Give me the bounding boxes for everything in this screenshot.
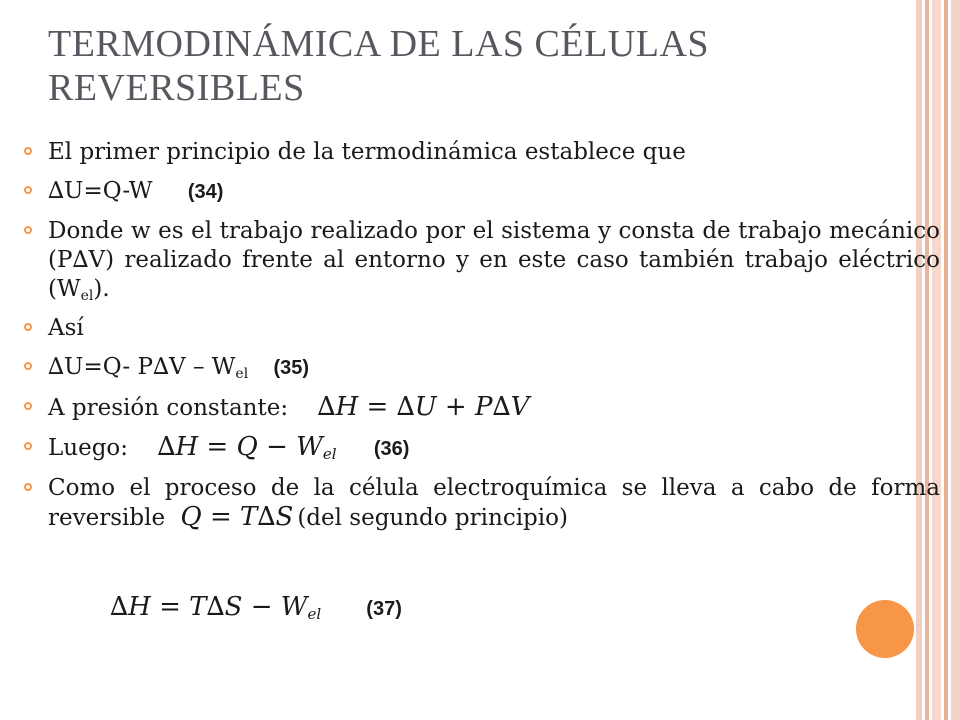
decorative-orange-circle	[856, 600, 914, 658]
entropy-heat-formula: Q = T∆S	[180, 502, 294, 532]
bullet-equation-34	[22, 177, 940, 207]
equation-34-number: (34)	[187, 181, 224, 203]
bullet-icon	[24, 147, 32, 155]
bullet-list	[22, 138, 940, 543]
bullet-icon	[24, 186, 32, 194]
equation-37	[110, 592, 402, 622]
enthalpy-formula: ∆H = ∆U + P∆V	[317, 392, 530, 422]
equation-35-formula: ∆U=Q- P∆V – W	[48, 354, 236, 380]
equation-35-number: (35)	[273, 357, 310, 379]
title-line-2: REVERSIBLES	[48, 67, 305, 109]
bullet-luego: Luego: $\Delta H = Q - W_{el}$ (36)	[22, 433, 940, 464]
bullet-asi: Así	[22, 314, 940, 343]
bullet-icon	[24, 442, 32, 450]
equation-37-number: (37)	[366, 598, 402, 620]
bullet-constant-pressure: A presión constante: ∆H = ∆U + P∆V	[22, 393, 940, 423]
title-line-1: TERMODINÁMICA DE LAS CÉLULAS	[48, 23, 710, 65]
equation-34-formula: ∆U=Q-W	[48, 178, 153, 204]
equation-36-formula: $\Delta H = Q - W_{el}$	[157, 432, 337, 463]
equation-37-formula: $\Delta H = T\Delta S - W_{el}$	[110, 592, 322, 623]
bullet-icon	[24, 402, 32, 410]
bullet-icon	[24, 362, 32, 370]
bullet-icon	[24, 483, 32, 491]
equation-36-number: (36)	[373, 438, 410, 460]
bullet-equation-35: ∆U=Q- $P\Delta V - W_{el}$ (35)	[22, 353, 940, 383]
bullet-first-principle: El primer principio de la termodinámica establece que	[22, 138, 940, 167]
slide-title	[48, 22, 888, 110]
bullet-work-description: Donde w es el trabajo realizado por el sistema y consta de trabajo mecánico (P∆V) realizado frente al entorno y en este caso también trabajo eléctrico $(W_{el})$.	[22, 217, 940, 304]
bullet-icon	[24, 226, 32, 234]
bullet-icon	[24, 323, 32, 331]
bullet-reversible-process: Como el proceso de la célula electroquímica se lleva a cabo de forma reversible Q = T∆S (del segundo principio)	[22, 474, 940, 533]
